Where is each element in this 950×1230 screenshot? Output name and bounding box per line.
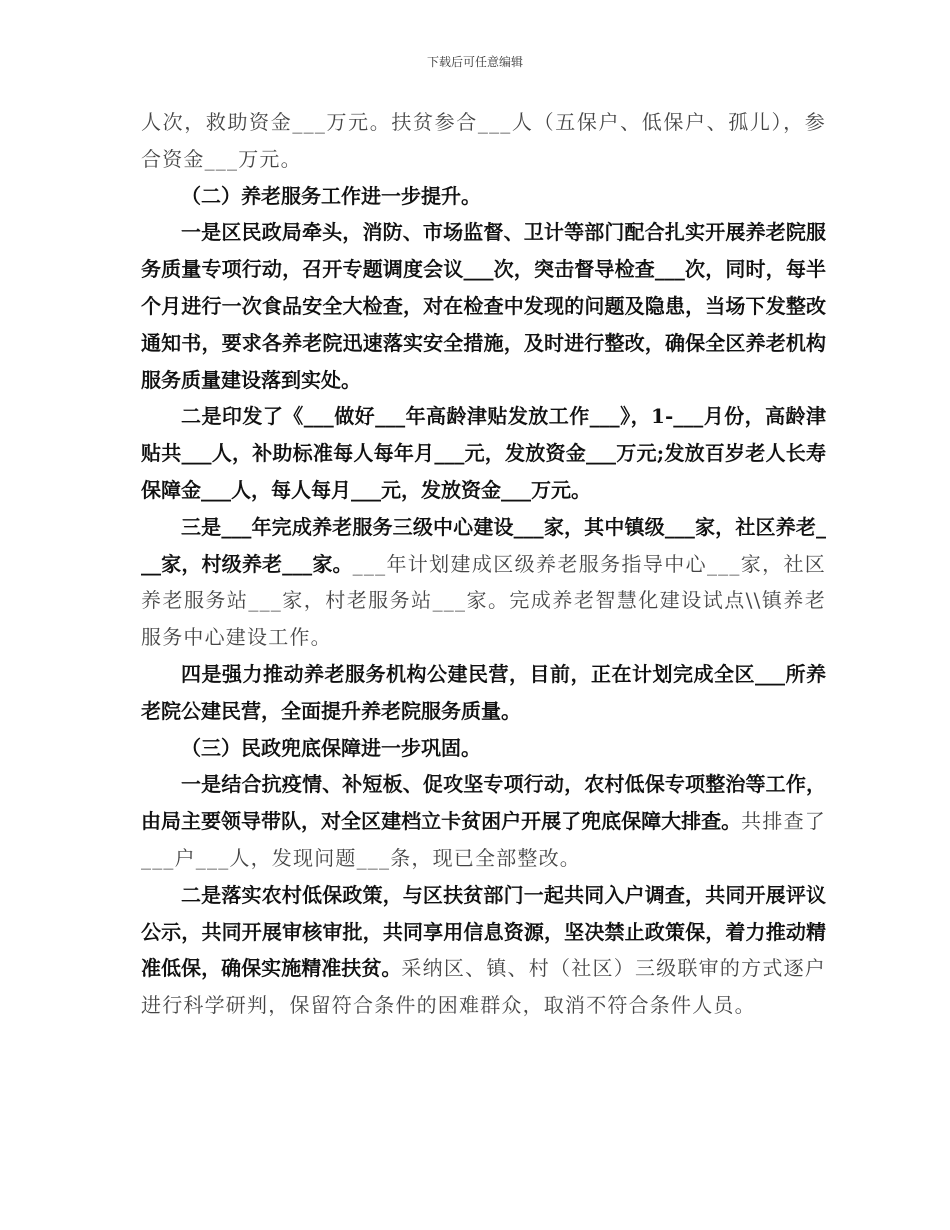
paragraph-8-normal-text: 共排查了___户___人，发现问题___条，现已全部整改。: [141, 809, 826, 870]
section-heading-2: [141, 178, 826, 215]
paragraph-9-bold-text: 二是落实农村低保政策，与区扶贫部门一起共同入户调查，共同开展评议公示，共同开展审核审批，共同享用信息资源，坚决禁止政策保，着力推动精准低保，确保实施精准扶贫。: [141, 882, 826, 981]
paragraph-5-normal-text: ___年计划建成区级养老服务指导中心___家，社区养老服务站___家，村老服务站___家。完成养老智慧化建设试点\\镇养老服务中心建设工作。: [141, 551, 827, 650]
paragraph-3: [141, 214, 826, 398]
paragraph-6-text: 四是强力推动养老服务机构公建民营，目前，正在计划完成全区___所养老院公建民营，全面提升养老院服务质量。: [141, 661, 826, 723]
paragraph-4: [141, 398, 826, 508]
paragraph-8-bold-text: 一是结合抗疫情、补短板、促攻坚专项行动，农村低保专项整治等工作，由局主要领导带队，对全区建档立卡贫困户开展了兜底保障大排查。: [141, 772, 826, 834]
page-header: 下载后可任意编辑: [426, 55, 523, 69]
section-heading-2-text: （二）养老服务工作进一步提升。: [181, 183, 481, 208]
paragraph-6: [141, 656, 826, 730]
paragraph-4-text: 二是印发了《___做好___年高龄津贴发放工作___》，1-___月份，高龄津贴共___人，补助标准每人每年月___元，发放资金___万元;发放百岁老人长寿保障金___人，每人每月___元，发放资金___万元。: [141, 404, 826, 502]
paragraph-9: [141, 877, 826, 1024]
paragraph-1: [141, 104, 826, 178]
section-heading-3: [141, 730, 826, 767]
section-heading-3-text: （三）民政兜底保障进一步巩固。: [181, 735, 481, 760]
paragraph-3-text: 一是区民政局牵头，消防、市场监督、卫计等部门配合扎实开展养老院服务质量专项行动，召开专题调度会议___次，突击督导检查___次，同时，每半个月进行一次食品安全大检查，对在检查中发现的问题及隐患，当场下发整改通知书，要求各养老院迅速落实安全措施，及时进行整改，确保全区养老机构服务质量建设落到实处。: [141, 220, 826, 392]
paragraph-8: [141, 766, 826, 876]
document-body: [141, 104, 826, 1024]
paragraph-5: [141, 509, 826, 656]
paragraph-5-bold-text: 三是___年完成养老服务三级中心建设___家，其中镇级___家，社区养老___家，村级养老___家。: [141, 514, 826, 576]
paragraph-1-text: 人次，救助资金___万元。扶贫参合___人（五保户、低保户、孤儿），参合资金___万元。: [141, 110, 826, 171]
paragraph-9-normal-text: 采纳区、镇、村（社区）三级联审的方式逐户进行科学研判，保留符合条件的困难群众，取消不符合条件人员。: [141, 956, 826, 1018]
